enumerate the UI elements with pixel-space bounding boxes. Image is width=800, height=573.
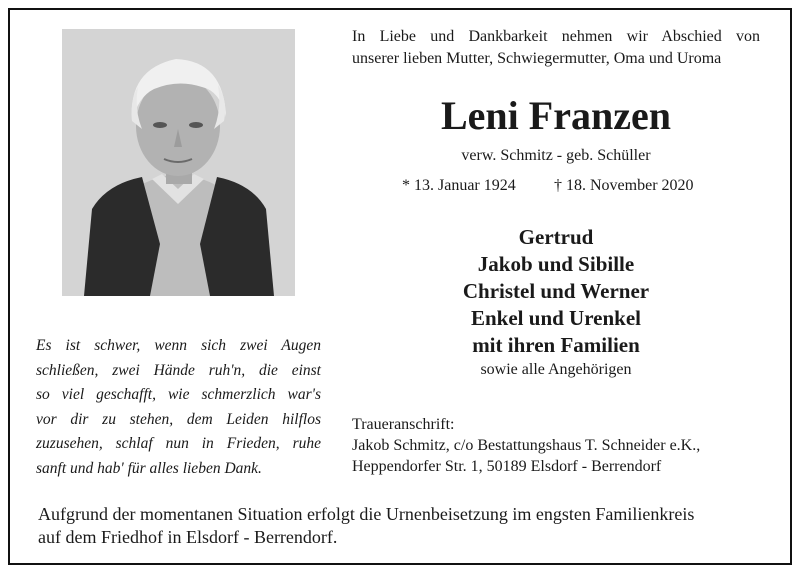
portrait-icon (62, 29, 295, 296)
poem-line: vor dir zu stehen, dem Leiden hilflos (36, 410, 321, 428)
portrait-photo (62, 29, 295, 296)
family-list (352, 224, 760, 359)
poem-line: schließen, zwei Hände ruh'n, die einst (36, 361, 321, 379)
notice-line-2: auf dem Friedhof in Elsdorf - Berrendorf. (38, 527, 338, 547)
notice-line-1: Aufgrund der momentanen Situation erfolgt die Urnenbeisetzung im engsten Familienkreis (38, 504, 695, 524)
poem-line: zuzusehen, schlaf nun in Frieden, ruhe (36, 435, 321, 452)
birth-date: * 13. Januar 1924 (402, 177, 516, 194)
poem-line: so viel geschafft, wie schmerzlich war's (36, 386, 321, 403)
intro-line-1: In Liebe und Dankbarkeit nehmen wir Abschied von (352, 28, 760, 45)
burial-notice (38, 503, 768, 549)
address-line-1: Jakob Schmitz, c/o Bestattungshaus T. Schneider e.K., (352, 437, 701, 454)
intro-text (352, 26, 760, 70)
deceased-name: Leni Franzen (441, 93, 671, 138)
address-line-2: Heppendorfer Str. 1, 50189 Elsdorf - Berrendorf (352, 458, 662, 475)
family-line: Christel und Werner (462, 279, 650, 303)
poem-line: Es ist schwer, wenn sich zwei Augen (36, 337, 321, 354)
family-line: mit ihren Familien (472, 333, 640, 357)
family-line: Enkel und Urenkel (471, 306, 641, 330)
family-line: Gertrud (518, 225, 594, 249)
address-label: Traueranschrift: (352, 416, 455, 433)
poem-line: sanft und hab' für alles lieben Dank. (36, 459, 262, 477)
intro-line-2: unserer lieben Mutter, Schwiegermutter, Oma und Uroma (352, 50, 722, 67)
all-relatives: sowie alle Angehörigen (480, 361, 632, 378)
death-date: † 18. November 2020 (554, 177, 694, 194)
family-line: Jakob und Sibille (477, 252, 635, 276)
mourning-address (352, 414, 772, 477)
maiden-name: verw. Schmitz - geb. Schüller (461, 147, 651, 164)
poem (36, 334, 321, 481)
